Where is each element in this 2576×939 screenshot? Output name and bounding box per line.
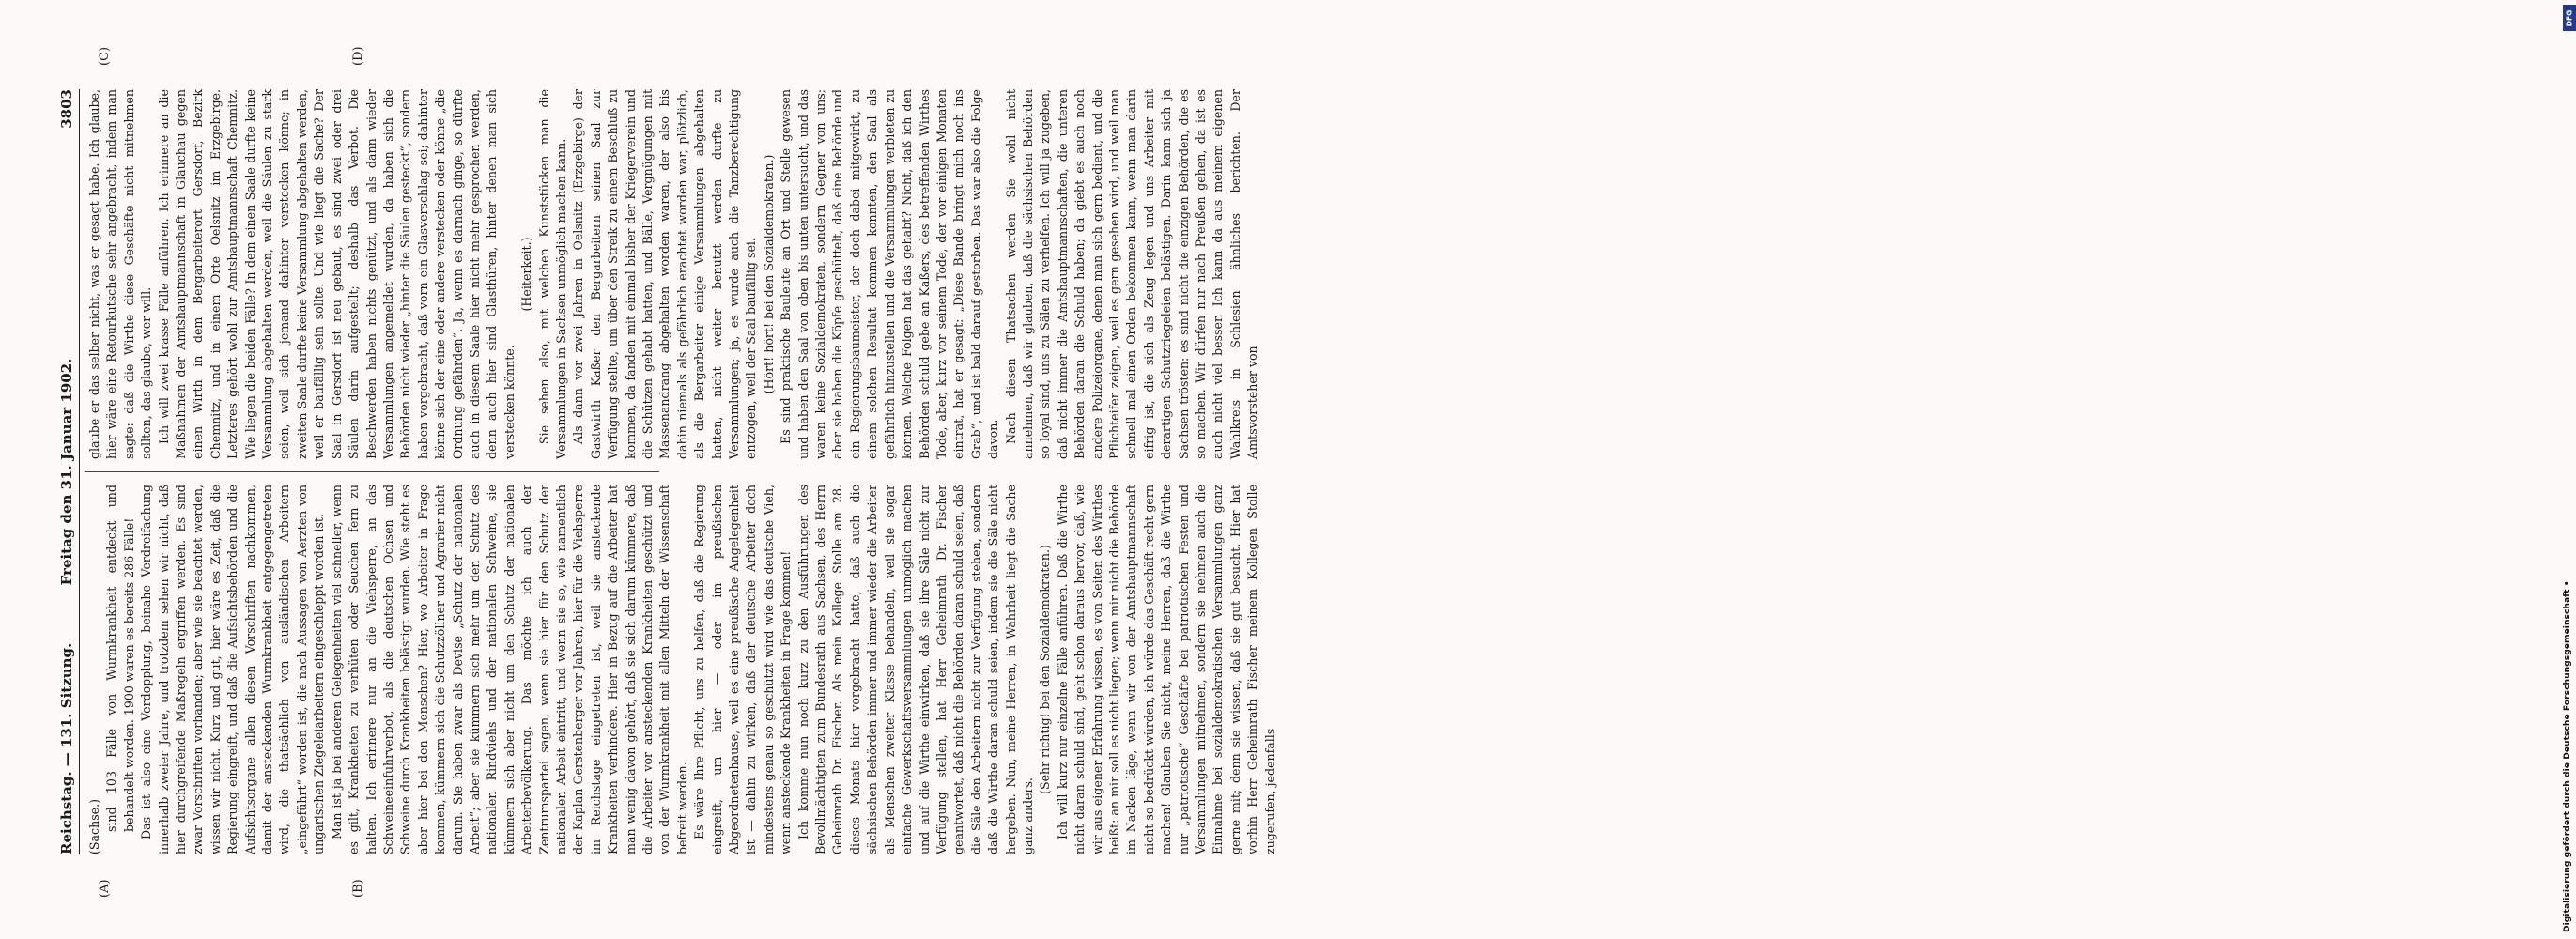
paragraph: (Sachse.)	[87, 798, 101, 854]
column-divider	[85, 471, 659, 472]
paragraph: Es sind praktische Bauleute an Ort und Stelle gewesen und haben den Saal von oben bis unten untersucht, und das waren keine Sozialdemokraten, sondern Gegner von uns; aber sie haben die Köpfe geschüttelt, daß eine Behörde und ein Regierungsbaumeister, der doch dabei mitgewirkt, zu einem solchen Resultat kommen konnten, den Saal als gefährlich hinzustellen und die Versammlungen verbieten zu können. Welche Folgen hat das gehabt? Nicht, daß ich den Behörden schuld gebe an Kaßers, des betreffenden Wirthes Tode, aber, kurz vor seinem Tode, der vor einigen Monaten eintrat, hat er gesagt: „Diese Bande bringt mich noch ins Grab“, und ist bald darauf gestorben. Das war also die Folge davon.	[779, 89, 1001, 459]
interjection: (Hört! hört! bei den Sozialdemokraten.)	[761, 154, 776, 394]
page-header	[54, 89, 80, 854]
margin-mark-d: (D)	[351, 46, 365, 66]
left-text-column	[86, 485, 1277, 854]
margin-mark-b: (B)	[351, 879, 365, 898]
header-session: Reichstag. — 131. Sitzung.	[58, 642, 75, 854]
paragraph: Als dann vor zwei Jahren in Oelsnitz (Erzgebirge) der Gastwirth Kaßer den Bergarbeitern seinen Saal zur Verfügung stellte, um über den Streik zu einem Beschluß zu kommen, da fanden mit einmal bisher der Kriegerverein und die Schützen gehabt hatten, und Bälle, Vergnügungen mit Massenandrang abgehalten worden waren, der also bis dahin niemals als gefährlich erachtet worden war, plötzlich, als die Bergarbeiter einige Versammlungen abgehalten hatten, nicht weiter benutzt werden durfte zu Versammlungen; ja, es wurde auch die Tanzberechtigung entzogen, weil der Saal baufällig sei.	[571, 89, 759, 459]
paragraph: Man ist ja bei anderen Gelegenheiten viel schneller, wenn es gilt, Krankheiten zu verhüten oder Seuchen fern zu halten. Ich erinnere nur an die Viehsperre, an das Schweineeinfuhrverbot, als die deutschen Ochsen und Schweine durch Krankheiten belästigt wurden. Wie steht es aber hier bei den Menschen? Hier, wo Arbeiter in Frage kommen, kümmern sich die Schutzzöllner und Agrarier nicht darum. Sie haben zwar als Devise „Schutz der nationalen Arbeit“; aber sie kümmern sich mehr um den Schutz des nationalen Rindviehs und der nationalen Schweine, sie kümmern sich aber nicht um den Schutz der nationalen Arbeiterbevölkerung. Das möchte ich auch der Zentrumspartei sagen, wenn sie hier für den Schutz der nationalen Arbeit eintritt, und wenn sie so, wie namentlich der Kaplan Gerstenberger vor Jahren, hier für die Viehsperre im Reichstage eingetreten ist, weil sie ansteckende Krankheiten verhindere. Hier in Bezug auf die Arbeiter hat man wenig davon gehört, daß sie sich darum kümmere, daß die Arbeiter vor ansteckenden Krankheiten geschützt und von der Wurmkrankheit mit allen Mitteln der Wissenschaft befreit werden.	[329, 485, 689, 854]
dfg-logo: DFG	[2563, 5, 2576, 31]
paragraph: Ich will zwei krasse Fälle anführen. Ich erinnere an die Maßnahmen der Amtshauptmannschaft in Glauchau gegen einen Wirth in dem Bergarbeiterort Gersdorf, Bezirk Chemnitz, und in einem Orte Oelsnitz im Erzgebirge. Letzteres gehört wohl zur Amtshauptmannschaft Chemnitz. Wie liegen die beiden Fälle? In dem einen Saale durfte keine Versammlung abgehalten werden, weil die Säulen zu stark seien, weil sich jemand dahinter verstecken könne; in zweiten Saale durfte keine Versammlung abgehalten werden, weil er baufällig sein sollte. Und wie liegt die Sache? Der Saal in Gersdorf ist neu gebaut, es sind zwei oder drei Säulen darin aufgestellt; deshalb das Verbot. Die Beschwerden haben nichts genützt, und als dann wieder Versammlungen angemeldet wurden, da haben sich die Behörden nicht wieder „hinter die Säulen gesteckt“, sondern haben vorgebracht, daß vorn ein Glasverschlag sei; dahinter könne sich der eine oder andere verstecken oder könne „die Ordnung gefährden“. Ja, wenn es darnach ginge, so dürfte auch in diesem Saale hier nicht mehr gesprochen werden, denn auch hier sind Glasthüren, hinter denen man sich verstecken könnte.	[156, 89, 517, 459]
paragraph: Ich komme nun noch kurz zu den Ausführungen des Bevollmächtigten zum Bundesrath aus Sachsen, des Herrn Geheimrath Dr. Fischer. Als mein Kollege Stolle am 28. dieses Monats hier vorgebracht hatte, daß auch die sächsischen Behörden immer und immer wieder die Arbeiter als Menschen zweiter Klasse behandeln, weil sie sogar einfache Gewerkschaftsversammlungen unmöglich machen und auf die Wirthe einwirken, daß sie ihre Säle nicht zur Verfügung stellen, hat Herr Geheimrath Dr. Fischer geantwortet, daß nicht die Behörden daran schuld seien, daß die Säle den Arbeitern nicht zur Verfügung stehen, sondern daß die Wirthe daran schuld seien, indem sie die Säle nicht hergeben. Nun, meine Herren, in Wahrheit liegt die Sache ganz anders.	[795, 485, 1035, 854]
paragraph: sind 103 Fälle von Wurmkrankheit entdeckt und behandelt worden. 1900 waren es bereits 286 Fälle!	[104, 485, 136, 832]
funding-note: Digitalisierung gefördert durch die Deutsche Forschungsgemeinschaft •	[2562, 580, 2572, 932]
header-page-number: 3803	[58, 89, 75, 129]
paragraph: Sie sehen also, mit welchen Kunststücken man die Versammlungen in Sachsen unmöglich machen kann.	[536, 89, 568, 459]
right-text-column	[86, 89, 1260, 459]
paragraph: Nach diesen Thatsachen werden Sie wohl nicht annehmen, daß wir glauben, daß die sächsischen Behörden so loyal sind, uns zu Sälen zu verhelfen. Ich will ja zugeben, daß nicht immer die Amtshauptmannschaften, die unteren Behörden daran die Schuld haben; da giebt es auch noch andere Polizeiorgane, denen man sich gern bedient, und die Pflichteifer zeigen, weil es gern gesehen wird, und weil man schnell mal einen Orden bekommen kann, wenn man darin eifrig ist, die sich als Zeug legen und uns Arbeiter mit derartigen Schutzriegeleien belästigen. Darin kann sich ja Sachsen trösten: es sind nicht die einzigen Behörden, die es so machen. Wir dürfen nur nach Preußen gehen, da ist es auch nicht viel besser. Ich kann da aus meinem eigenen Wahlkreis in Schlesien ähnliches berichten. Der Amtsvorsteher von	[1003, 89, 1260, 459]
paragraph: Es wäre Ihre Pflicht, uns zu helfen, daß die Regierung eingreift, um hier — oder im preußischen Abgeordnetenhause, weil es eine preußische Angelegenheit ist — dahin zu wirken, daß der deutsche Arbeiter doch mindestens genau so geschützt wird wie das deutsche Vieh, wenn ansteckende Krankheiten in Frage kommen!	[692, 485, 794, 854]
paragraph: Das ist also eine Verdopplung, beinahe Verdreifachung innerhalb zweier Jahre, und trotzdem sehen wir nicht, daß hier durchgreifende Maßregeln ergriffen werden. Es sind zwar Vorschriften vorhanden; aber wie sie beachtet werden, wissen wir nicht. Kurz und gut, hier wäre es Zeit, daß die Regierung eingreift, und daß die Aufsichtsbehörden und die Aufsichtsorgane allen diesen Vorschriften nachkommen, damit der ansteckenden Wurmkrankheit entgegengetreten wird, die thatsächlich von ausländischen Arbeitern „eingeführt“ worden ist, die nach Aussagen von Aerzten von ungarischen Ziegeleiarbeitern eingeschleppt worden ist.	[139, 485, 327, 854]
margin-mark-c: (C)	[98, 46, 112, 66]
paragraph: Ich will kurz nur einzelne Fälle anführen. Daß die Wirthe nicht daran schuld sind, geht schon daraus hervor, daß, wie wir aus eigener Erfahrung wissen, es von Seiten des Wirthes heißt: an mir soll es nicht liegen; wenn mir nicht die Behörde im Nacken läge, wenn wir von der Amtshauptmannschaft nicht so bedrückt würden, ich würde das Geschäft recht gern machen! Glauben Sie nicht, meine Herren, daß die Wirthe nur „patriotische“ Geschäfte bei patriotischen Festen und Versammlungen mitnehmen, sondern sie nehmen auch die Einnahme bei sozialdemokratischen Versammlungen ganz gerne mit; denn sie wissen, daß sie gut besucht. Hier hat vorhin Herr Geheimrath Fischer meinem Kollegen Stolle zugerufen, jedenfalls	[1055, 485, 1277, 854]
paragraph: glaube er das selber nicht, was er gesagt habe. Ich glaube, hier wäre eine Retourkutsche sehr angebracht, indem man sagte: daß die Wirthe diese Geschäfte nicht mitnehmen sollten, das glaube, wer will.	[87, 89, 154, 459]
margin-mark-a: (A)	[98, 879, 112, 898]
interjection: (Heiterkeit.)	[519, 237, 534, 312]
digitization-sidebar	[1279, 0, 2574, 939]
header-date: Freitag den 31. Januar 1902.	[58, 358, 75, 586]
interjection: (Sehr richtig! bei den Sozialdemokraten.)	[1038, 545, 1053, 794]
